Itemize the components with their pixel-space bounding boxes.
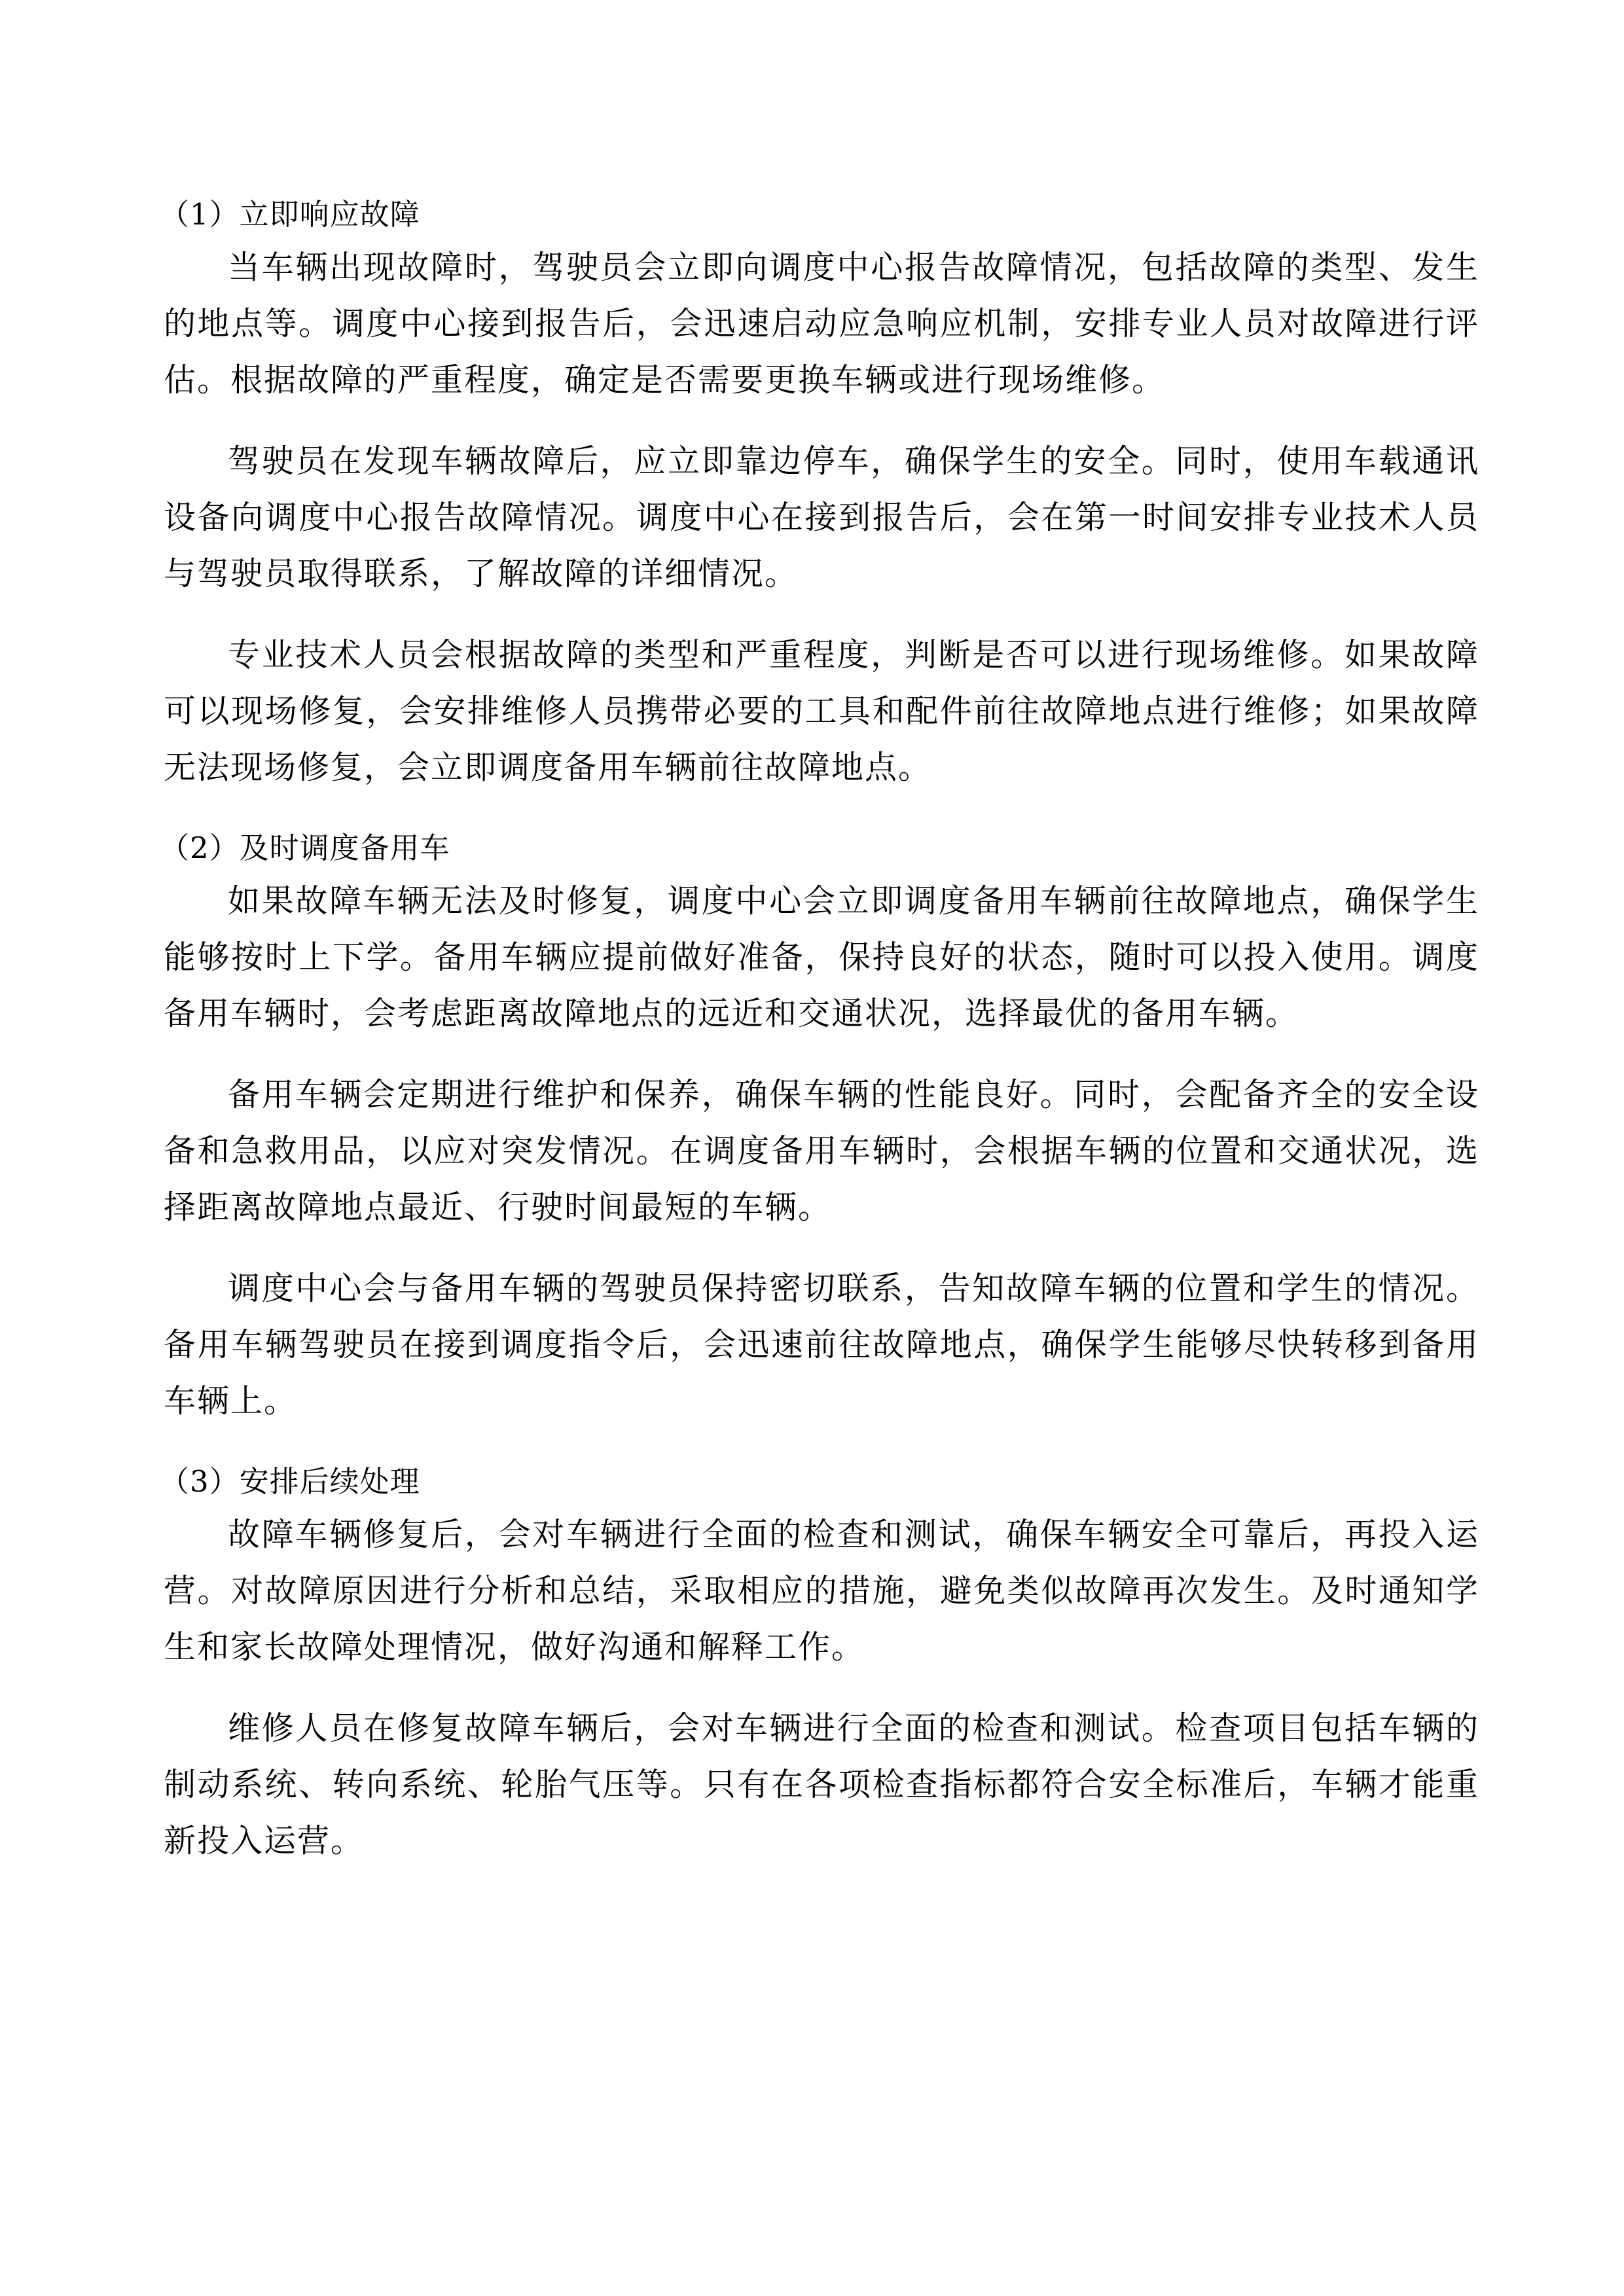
section-follow-up xyxy=(160,1457,1479,1869)
section-dispatch-backup xyxy=(160,823,1479,1429)
document-page xyxy=(160,190,1479,1897)
paragraph: 故障车辆修复后，会对车辆进行全面的检查和测试，确保车辆安全可靠后，再投入运营。对故障原因进行分析和总结，采取相应的措施，避免类似故障再次发生。及时通知学生和家长故障处理情况，做好沟通和解释工作。 xyxy=(164,1516,1479,1666)
section-immediate-response xyxy=(160,190,1479,796)
paragraph: 当车辆出现故障时，驾驶员会立即向调度中心报告故障情况，包括故障的类型、发生的地点等。调度中心接到报告后，会迅速启动应急响应机制，安排专业人员对故障进行评估。根据故障的严重程度，确定是否需要更换车辆或进行现场维修。 xyxy=(164,249,1479,399)
paragraph: 驾驶员在发现车辆故障后，应立即靠边停车，确保学生的安全。同时，使用车载通讯设备向调度中心报告故障情况。调度中心在接到报告后，会在第一时间安排专业技术人员与驾驶员取得联系，了解故障的详细情况。 xyxy=(164,442,1479,592)
paragraph: 调度中心会与备用车辆的驾驶员保持密切联系，告知故障车辆的位置和学生的情况。备用车辆驾驶员在接到调度指令后，会迅速前往故障地点，确保学生能够尽快转移到备用车辆上。 xyxy=(164,1270,1479,1420)
paragraph: 如果故障车辆无法及时修复，调度中心会立即调度备用车辆前往故障地点，确保学生能够按时上下学。备用车辆应提前做好准备，保持良好的状态，随时可以投入使用。调度备用车辆时，会考虑距离故障地点的远近和交通状况，选择最优的备用车辆。 xyxy=(164,882,1479,1032)
paragraph: 专业技术人员会根据故障的类型和严重程度，判断是否可以进行现场维修。如果故障可以现场修复，会安排维修人员携带必要的工具和配件前往故障地点进行维修；如果故障无法现场修复，会立即调度备用车辆前往故障地点。 xyxy=(164,636,1479,786)
section-heading: （1）立即响应故障 xyxy=(160,197,420,232)
section-heading: （2）及时调度备用车 xyxy=(160,831,450,865)
section-heading: （3）安排后续处理 xyxy=(160,1464,420,1499)
paragraph: 维修人员在修复故障车辆后，会对车辆进行全面的检查和测试。检查项目包括车辆的制动系统、转向系统、轮胎气压等。只有在各项检查指标都符合安全标准后，车辆才能重新投入运营。 xyxy=(164,1710,1479,1859)
paragraph: 备用车辆会定期进行维护和保养，确保车辆的性能良好。同时，会配备齐全的安全设备和急救用品，以应对突发情况。在调度备用车辆时，会根据车辆的位置和交通状况，选择距离故障地点最近、行驶时间最短的车辆。 xyxy=(164,1076,1479,1226)
